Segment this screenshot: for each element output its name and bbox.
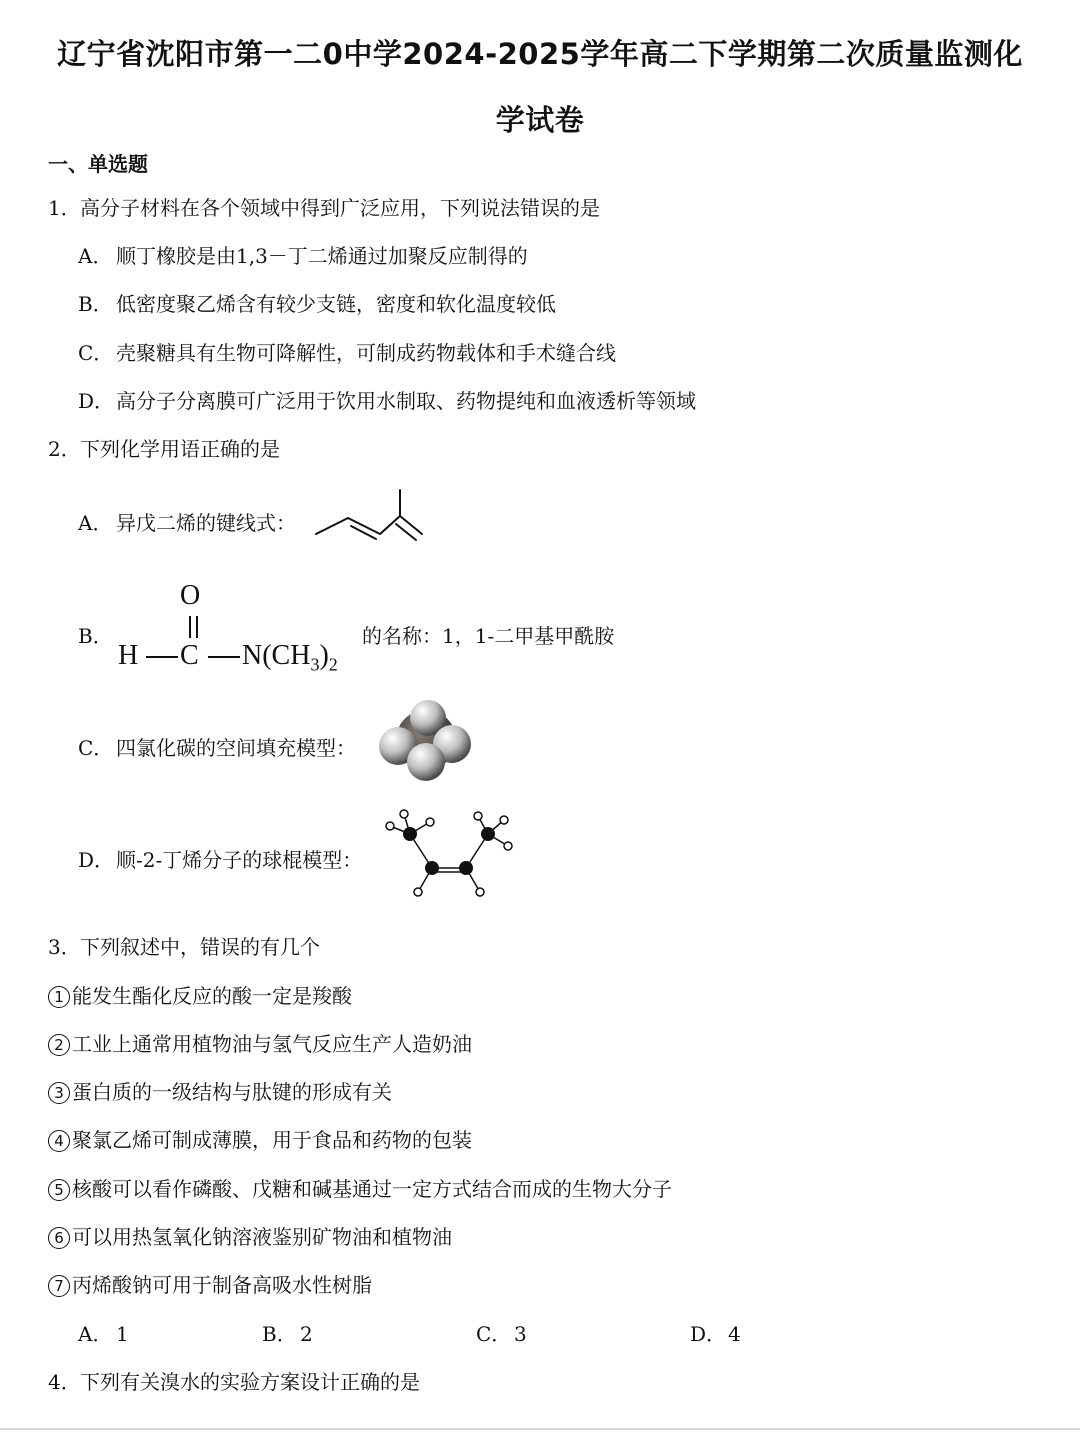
q3-choice-a (78, 1318, 129, 1347)
q2-option-c (78, 732, 356, 761)
question-3 (48, 931, 320, 960)
circled-number: 5 (48, 1179, 70, 1201)
option-text: 异戊二烯的键线式： (116, 511, 296, 535)
q3-statement-5 (48, 1173, 672, 1202)
section-heading: 一、单选题 (48, 152, 148, 176)
option-label: B． (78, 624, 113, 648)
q3-statement-2 (48, 1028, 472, 1057)
page-bottom-divider (0, 1428, 1080, 1430)
statement-text: 蛋白质的一级结构与肽键的形成有关 (72, 1080, 392, 1104)
circled-number: 6 (48, 1227, 70, 1249)
choice-label: B． (262, 1322, 297, 1346)
statement-text: 工业上通常用植物油与氢气反应生产人造奶油 (72, 1032, 472, 1056)
q1-option-d (78, 385, 696, 414)
option-text: 低密度聚乙烯含有较少支链，密度和软化温度较低 (116, 292, 556, 316)
q3-choice-c (476, 1318, 527, 1347)
question-4 (48, 1366, 420, 1395)
statement-text: 丙烯酸钠可用于制备高吸水性树脂 (72, 1273, 372, 1297)
question-stem: 下列有关溴水的实验方案设计正确的是 (80, 1370, 420, 1394)
q1-option-c (78, 337, 616, 366)
ccl4-space-filling-model (374, 694, 478, 784)
question-1 (48, 192, 600, 221)
option-text: 顺丁橡胶是由1,3－丁二烯通过加聚反应制得的 (116, 244, 528, 268)
formula-hydrogen: H (118, 640, 139, 671)
question-number: 1． (48, 196, 81, 220)
question-stem: 下列叙述中，错误的有几个 (80, 935, 320, 959)
choice-label: A． (78, 1322, 113, 1346)
choice-value: 4 (728, 1322, 741, 1346)
choice-label: D． (690, 1322, 727, 1346)
option-label: C． (78, 341, 114, 365)
q1-option-b (78, 288, 556, 317)
circled-number: 1 (48, 986, 70, 1008)
statement-text: 可以用热氢氧化钠溶液鉴别矿物油和植物油 (72, 1225, 452, 1249)
question-number: 2． (48, 437, 81, 461)
q3-statement-6 (48, 1221, 452, 1250)
dimethylformamide-structural-formula (118, 580, 363, 680)
option-text: 高分子分离膜可广泛用于饮用水制取、药物提纯和血液透析等领域 (116, 389, 696, 413)
option-label: D． (78, 848, 115, 872)
option-label: A． (78, 511, 113, 535)
q3-statement-7 (48, 1269, 372, 1298)
formula-carbon: C (180, 640, 199, 671)
formula-oxygen: O (180, 580, 201, 611)
single-bond-line (144, 654, 180, 660)
circled-number: 7 (48, 1275, 70, 1297)
q2-option-d (78, 844, 362, 873)
option-label: A． (78, 244, 113, 268)
statement-text: 能发生酯化反应的酸一定是羧酸 (72, 984, 352, 1008)
single-bond-line (206, 654, 242, 660)
question-stem: 高分子材料在各个领域中得到广泛应用，下列说法错误的是 (80, 196, 600, 220)
question-number: 3． (48, 935, 81, 959)
option-label: B． (78, 292, 113, 316)
q2-option-b-label (78, 620, 116, 649)
question-2 (48, 433, 280, 462)
question-stem: 下列化学用语正确的是 (80, 437, 280, 461)
isoprene-skeletal-formula (310, 484, 430, 548)
exam-title-line1: 辽宁省沈阳市第一二0中学2024-2025学年高二下学期第二次质量监测化 (57, 37, 1023, 71)
q3-statement-3 (48, 1076, 392, 1105)
question-number: 4． (48, 1370, 81, 1394)
option-text: 壳聚糖具有生物可降解性，可制成药物载体和手术缝合线 (116, 341, 616, 365)
circled-number: 3 (48, 1082, 70, 1104)
circled-number: 4 (48, 1130, 70, 1152)
formula-amine-group: $N(CH_3)_2$ (242, 640, 338, 675)
choice-label: C． (476, 1322, 512, 1346)
choice-value: 2 (300, 1322, 313, 1346)
choice-value: 3 (514, 1322, 527, 1346)
circled-number: 2 (48, 1034, 70, 1056)
choice-value: 1 (116, 1322, 129, 1346)
option-text: 顺-2-丁烯分子的球棍模型： (116, 848, 363, 872)
q3-choice-d (690, 1318, 741, 1347)
option-label: D． (78, 389, 115, 413)
q3-statement-4 (48, 1124, 472, 1153)
cis-2-butene-ball-and-stick-model (380, 808, 520, 904)
q2-option-b-text: 的名称：1，1-二甲基甲酰胺 (362, 624, 615, 648)
option-label: C． (78, 736, 114, 760)
statement-text: 核酸可以看作磷酸、戊糖和碱基通过一定方式结合而成的生物大分子 (72, 1177, 672, 1201)
q2-option-a (78, 507, 296, 536)
exam-title-line2: 学试卷 (495, 103, 585, 137)
q3-statement-1 (48, 980, 352, 1009)
double-bond-lines (184, 614, 204, 640)
statement-text: 聚氯乙烯可制成薄膜，用于食品和药物的包装 (72, 1128, 472, 1152)
q1-option-a (78, 240, 528, 269)
q3-choice-b (262, 1318, 313, 1347)
option-text: 四氯化碳的空间填充模型： (116, 736, 356, 760)
